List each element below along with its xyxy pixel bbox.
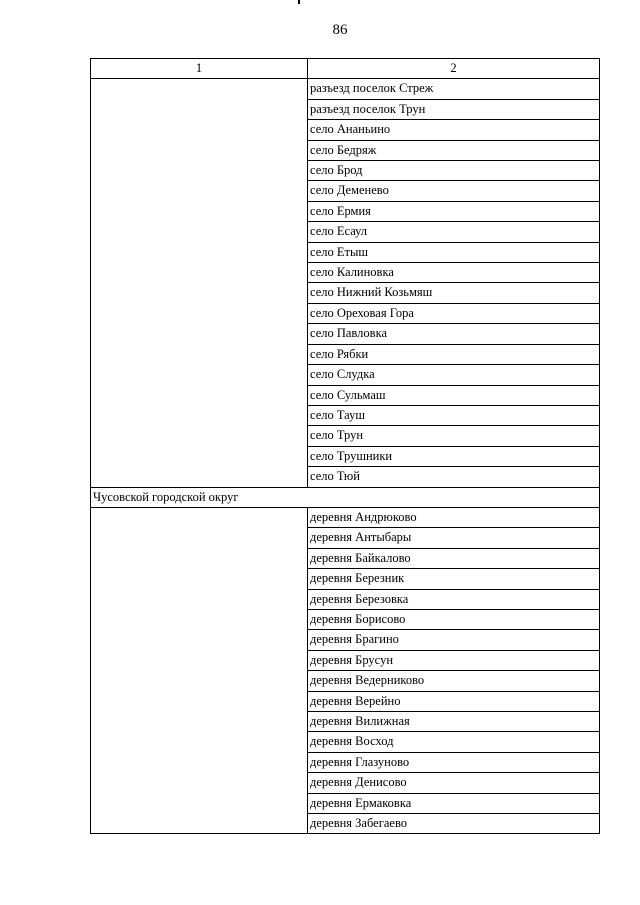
- table-body: [91, 79, 600, 834]
- settlement-name: село Ермия: [308, 201, 600, 221]
- settlements-table: [90, 58, 600, 834]
- settlement-name: деревня Ермаковка: [308, 793, 600, 813]
- settlement-name: село Слудка: [308, 365, 600, 385]
- settlement-name: село Деменево: [308, 181, 600, 201]
- settlement-name: село Сульмаш: [308, 385, 600, 405]
- settlement-name: деревня Глазуново: [308, 752, 600, 772]
- settlement-name: деревня Борисово: [308, 609, 600, 629]
- settlement-name: деревня Березник: [308, 569, 600, 589]
- settlement-name: деревня Вилижная: [308, 712, 600, 732]
- settlement-name: деревня Байкалово: [308, 548, 600, 568]
- scan-mark: [298, 0, 300, 4]
- settlement-name: деревня Восход: [308, 732, 600, 752]
- settlement-name: деревня Березовка: [308, 589, 600, 609]
- settlement-name: село Калиновка: [308, 263, 600, 283]
- empty-cell: [91, 79, 308, 487]
- settlement-name: деревня Забегаево: [308, 814, 600, 834]
- settlement-name: село Рябки: [308, 344, 600, 364]
- settlement-name: деревня Андрюково: [308, 507, 600, 527]
- settlement-name: село Ореховая Гора: [308, 303, 600, 323]
- settlement-name: село Бедряж: [308, 140, 600, 160]
- settlement-name: село Трун: [308, 426, 600, 446]
- column-header-1: 1: [91, 59, 308, 79]
- settlement-name: село Тюй: [308, 467, 600, 487]
- section-row: [91, 487, 600, 507]
- table-row: [91, 507, 600, 527]
- settlement-name: деревня Денисово: [308, 773, 600, 793]
- section-title: Чусовской городской округ: [91, 487, 600, 507]
- header-row: [91, 59, 600, 79]
- settlement-name: село Трушники: [308, 446, 600, 466]
- settlement-name: село Есаул: [308, 222, 600, 242]
- settlement-name: деревня Брусун: [308, 650, 600, 670]
- settlement-name: село Ананьино: [308, 120, 600, 140]
- table-row: [91, 79, 600, 99]
- settlement-name: село Брод: [308, 161, 600, 181]
- column-header-2: 2: [308, 59, 600, 79]
- settlement-name: деревня Верейно: [308, 691, 600, 711]
- settlement-name: разъезд поселок Стреж: [308, 79, 600, 99]
- settlement-name: село Етыш: [308, 242, 600, 262]
- page-number: 86: [332, 22, 348, 38]
- empty-cell: [91, 507, 308, 834]
- settlement-name: деревня Антыбары: [308, 528, 600, 548]
- settlement-name: деревня Брагино: [308, 630, 600, 650]
- settlement-name: село Павловка: [308, 324, 600, 344]
- settlement-name: село Нижний Козьмяш: [308, 283, 600, 303]
- settlement-name: село Тауш: [308, 405, 600, 425]
- settlement-name: разъезд поселок Трун: [308, 99, 600, 119]
- settlement-name: деревня Ведерниково: [308, 671, 600, 691]
